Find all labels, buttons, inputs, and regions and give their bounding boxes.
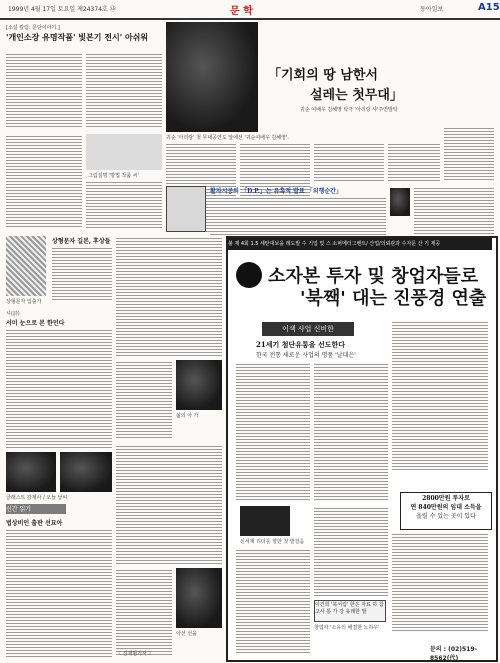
ad-inner-box-line3: 올릴 수 있는 곳이 있다	[416, 513, 476, 520]
left-article-text-col4	[86, 180, 162, 229]
middle-col-photo2	[176, 568, 222, 628]
left-box2-title: 서미 눈으로 본 한민다	[6, 320, 65, 327]
ad-sub1: 21세기 첨단유통을 선도한다	[256, 340, 345, 349]
ad-side-caption1: 신세계 리더를 향한 첫 발걸음	[240, 539, 305, 545]
middle-col-caption: 삶의 아 가	[176, 413, 199, 419]
lead-feature-photo	[166, 22, 258, 132]
lead-feature-title-line2: 설레는 첫무대」	[310, 88, 403, 103]
lead-feature-photo-caption: 귀순 '아리랑' 첫 무대공연도 앞에선 '귀순여배우 김혜영'.	[166, 135, 289, 141]
left-article-photo	[86, 134, 162, 170]
middle-col-photo1	[176, 360, 222, 410]
left-box3-label: 신간 읽기	[6, 504, 66, 514]
ad-text-col2	[314, 362, 388, 502]
left-article-text-col2	[86, 52, 162, 128]
left-article-kicker: [소설 칼럼: 문단이야기 ]	[6, 25, 60, 31]
lead-feature-title-line1: 「기회의 땅 남한서	[268, 68, 378, 83]
left-box2-text	[6, 328, 112, 448]
ad-text-col6	[392, 532, 488, 632]
middle-col-credit: 〈 김재범기자 〉	[116, 651, 154, 657]
middle-sub-title: 활자시공의 「D.P.」는 유혹적 발표 「외행순간」	[210, 188, 342, 195]
left-article-title: '개인소장 유명작품' 빛본기 전시' 아쉬워	[6, 32, 149, 42]
middle-col-text3	[116, 444, 222, 564]
left-box1-title: 상형문자 길본, 후상들	[52, 238, 111, 245]
ad-text-col5	[314, 506, 388, 596]
header-paper: 동아일보	[420, 6, 444, 13]
header-section: 문 학	[230, 6, 253, 17]
lead-text-col3	[314, 142, 384, 182]
middle-sub-text-right	[414, 186, 494, 236]
header-page-number: A15	[478, 2, 500, 13]
ad-text-col4	[236, 548, 310, 654]
ad-headline-line2: '북짹' 대는 진풍경 연출	[300, 288, 487, 309]
ad-contact: 문의 : (02)519-8562(代)	[430, 646, 478, 662]
ad-inner-box	[400, 492, 492, 530]
lead-feature-subtitle: 귀순 여배우 김혜영 탁극 '아리랑 샤'주연발탁	[300, 107, 398, 113]
left-box2-photo2	[60, 452, 112, 492]
middle-sub-photo	[166, 186, 206, 232]
ad-text-col1	[236, 362, 310, 502]
left-box1-text	[52, 246, 112, 300]
left-box2-caption: 클래스트 감계사 / 오늘 날씨	[6, 495, 68, 501]
middle-col-text2	[116, 360, 172, 440]
middle-sub-small-photo	[390, 188, 410, 216]
left-article-text-col1	[6, 52, 82, 128]
ad-headline-line1: 소자본 투자 및 창업자들로	[268, 266, 479, 287]
ad-inner-box-line2: 연 840만원의 임대 소득을	[410, 504, 482, 511]
left-box3-title: 법상비인 출판 선묘아	[6, 520, 63, 527]
header-date: 1999년 4월 17일 토요일 제24374호 ㉯	[8, 6, 116, 13]
ad-logo-icon	[236, 262, 262, 288]
left-article-caption: 그림설명 '방법 작품 씨'	[88, 173, 139, 179]
left-box2-photo1	[6, 452, 56, 492]
ad-badge: 이색 사업 신비한	[262, 322, 354, 336]
middle-sub-text	[210, 196, 386, 236]
left-box1-image	[6, 236, 46, 296]
left-box3-text	[6, 528, 112, 658]
middle-col-text1	[116, 236, 222, 356]
ad-sub2: 한국 전통 새로운 사업의 명품 '날대은'	[256, 352, 356, 359]
left-box1-caption: 상형문자 입출가	[6, 299, 42, 305]
left-box2-kicker: 시(詩)	[6, 311, 20, 317]
middle-col-text4	[116, 568, 172, 656]
middle-col-caption2: 아선 선을	[176, 631, 197, 637]
lead-text-col5	[444, 126, 494, 182]
ad-band: 불 제 4회 1.5 세탄대보을 레도발 수 기업 및 스 소퍼메터그벤트/ 산업/의뢰관과 수자문 산 기 제공	[228, 238, 492, 250]
ad-small-box: 이건희 '북서림' 한은 자료 하 참고사 통 가 강 유래한 발	[314, 600, 386, 622]
ad-inner-box-line1: 2800만원 투자로	[422, 495, 470, 502]
lead-text-col4	[388, 142, 440, 182]
ad-photo1	[240, 506, 290, 536]
ad-side-caption2: 창업자 '소유의 해결한 노하우'	[314, 625, 380, 631]
ad-text-col3	[392, 320, 488, 470]
left-article-text-col3	[6, 134, 82, 229]
